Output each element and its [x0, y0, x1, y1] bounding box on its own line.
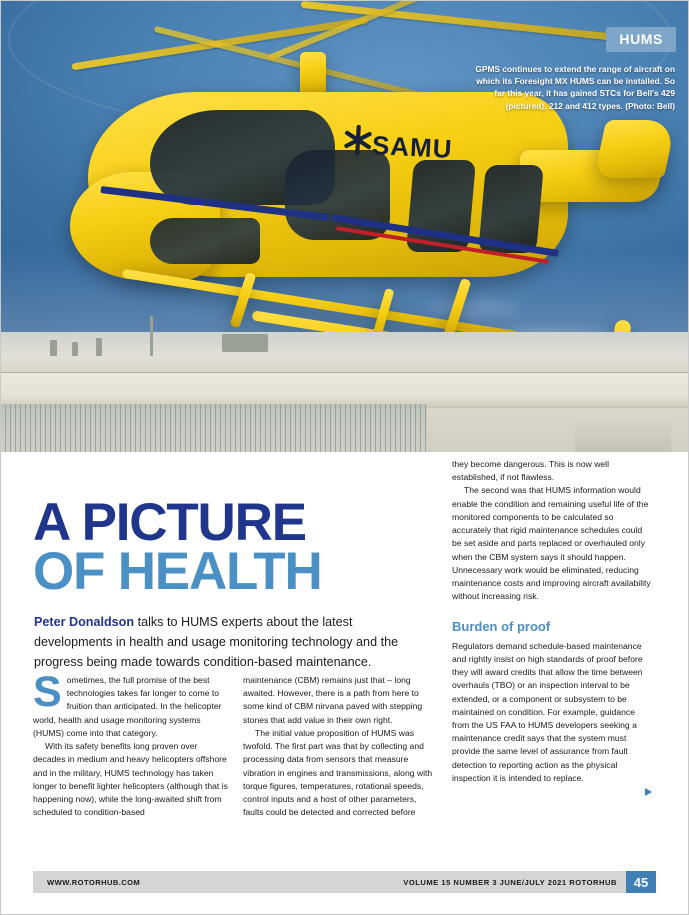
roof-unit	[222, 334, 268, 352]
hero-photo	[0, 0, 689, 452]
section-tab-hums[interactable]: HUMS	[606, 27, 676, 52]
paragraph: maintenance (CBM) remains just that – long awaited. However, there is a path from here to some kind of CBM nirvana paved with stepping stones that add value in their own right.	[243, 675, 423, 725]
paragraph: The initial value proposition of HUMS was twofold. The first part was that by collecting and processing data from sensors that measure vibration in engines and transmissions, along with torque figures, temperatures, rotational speeds, control inputs and a host of other parameters, faults could be detected and corrected before	[243, 727, 433, 818]
roof-vent	[72, 342, 78, 356]
headline-line-2: OF HEALTH	[33, 541, 322, 601]
byline: Peter Donaldson	[34, 614, 135, 629]
chin-window	[150, 218, 260, 264]
footer-issue-info	[403, 878, 626, 887]
tail-fin	[594, 120, 676, 178]
section-subheading: Burden of proof	[452, 618, 551, 634]
headline-line-1: A PICTURE	[33, 492, 306, 552]
paragraph: they become dangerous. This is now well established, if not flawless.	[452, 459, 609, 483]
building-background	[0, 332, 689, 452]
roof-mast	[150, 316, 153, 356]
footer-issue: VOLUME 15 NUMBER 3 JUNE/JULY 2021	[403, 877, 567, 887]
footer-website[interactable]: WWW.ROTORHUB.COM	[47, 877, 141, 887]
text-column-1	[33, 668, 229, 820]
roof-vent	[96, 338, 102, 356]
page-footer	[33, 871, 656, 893]
paragraph	[33, 668, 229, 740]
footer-brand: ROTORHUB	[569, 877, 617, 887]
star-of-life-icon	[339, 121, 377, 159]
paragraph: Regulators demand schedule-based maintenance and rightly insist on high standards of proof before they will award credits that allow the time between overhauls (TBO) or an inspection interval to be extended, or a component or subsystem to be maintained on condition. For example, guidance from the US FAA to HUMS developers seeking a maintenance credit says that the system must provide the same level of assurance from fault detection to reporting action as the physical inspection it is intended to replace.	[452, 640, 643, 783]
rotor-mast	[300, 52, 326, 96]
page-title	[33, 492, 443, 601]
text-column-3	[452, 458, 652, 796]
roof-vent	[50, 340, 57, 356]
continued-arrow-icon	[645, 788, 652, 796]
page-number: 45	[626, 871, 656, 893]
distant-building	[575, 422, 671, 452]
text-column-2	[243, 674, 439, 820]
paragraph: The second was that HUMS information would enable the condition and remaining useful life of the monitored components to be calculated so accurately that rigid maintenance schedules could be set aside and parts replaced or overhauled only when the CBM system says it should happen. Unnecessary work would be eliminated, reducing maintenance costs and improving aircraft availability without increasing risk.	[452, 485, 651, 602]
standfirst-text: talks to HUMS experts about the latest developments in health and usage monitoring technology and the progress being made towards condition-based maintenance.	[34, 614, 399, 670]
paragraph-text: ometimes, the full promise of the best technologies takes far longer to come to fruition than anticipated. In the helicopter world, health and usage monitoring systems (HUMS) come into that category.	[33, 675, 222, 738]
paragraph: With its safety benefits long proven over decades in medium and heavy helicopters offshore and in the military, HUMS technology has taken longer to benefit lighter helicopters (although that is happening now), while the long-awaited shift from scheduled to condition-based	[33, 741, 228, 818]
drop-cap: S	[33, 668, 62, 716]
skid-strut	[230, 272, 257, 328]
building-upper-deck	[0, 332, 689, 374]
photo-caption: GPMS continues to extend the range of aircraft on which its Foresight MX HUMS can be installed. So far this year, it has gained STCs for Bell's 429 (pictured), 212 and 412 types. (Photo: Bell)	[475, 64, 675, 111]
standfirst	[34, 612, 434, 673]
article-body	[0, 452, 689, 915]
aircraft-marking-text: SAMU	[371, 129, 454, 165]
perimeter-fence	[0, 404, 427, 452]
building-lower-deck	[0, 372, 689, 408]
